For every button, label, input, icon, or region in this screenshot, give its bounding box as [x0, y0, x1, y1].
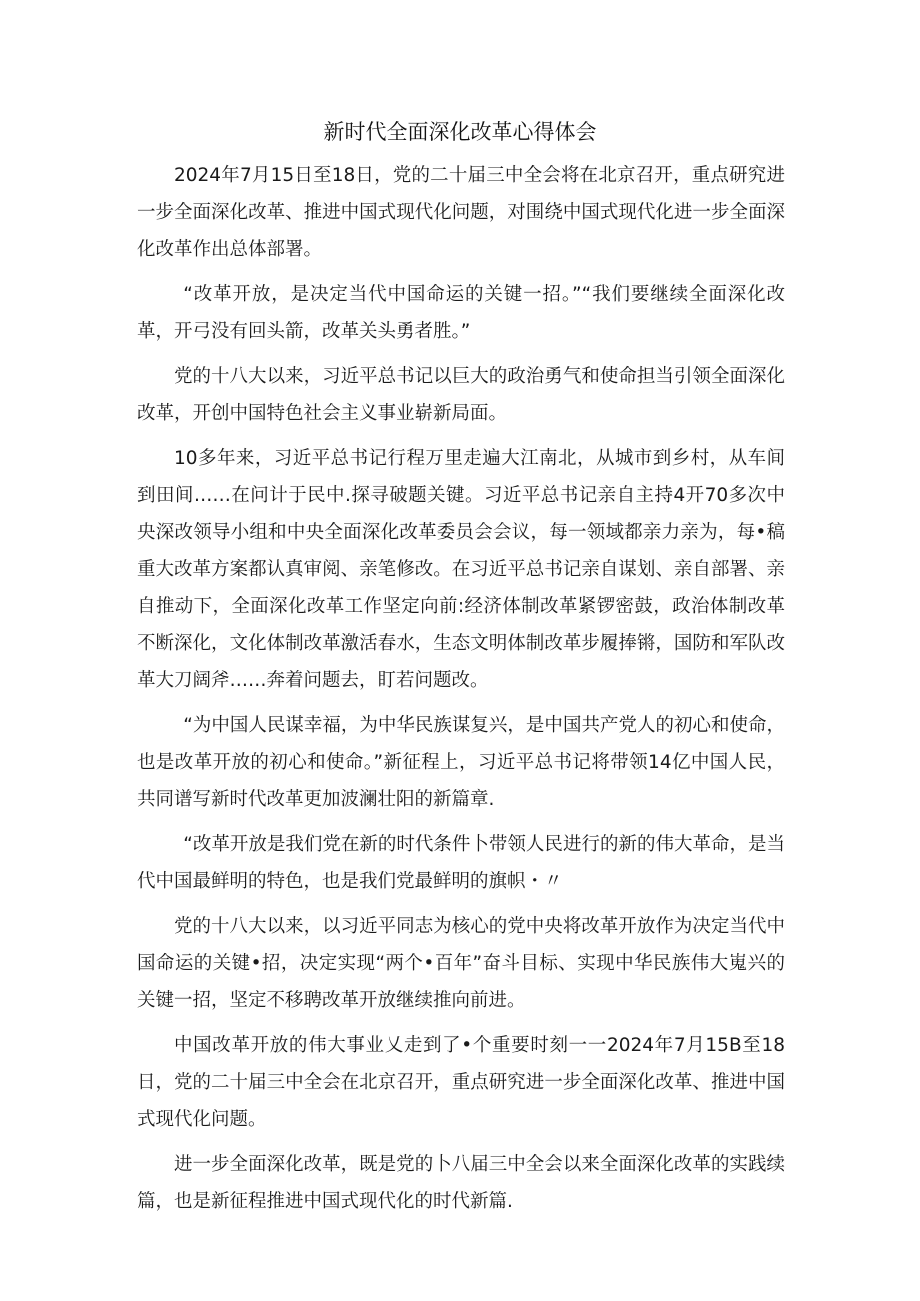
document-body [137, 157, 785, 1228]
paragraph-7: 党的十八大以来，以习近平同志为核心的党中央将改革开放作为决定当代中国命运的关键•招，决定实现“两个•百年”奋斗目标、实现中华民族伟大嵬兴的关键一招，坚定不移聘改革开放继续推向前进。 [137, 916, 785, 1011]
paragraph-6: “改革开放是我们党在新的时代条件卜带领人民进行的新的伟大革命，是当代中国最鲜明的特色，也是我们党最鲜明的旗帜・〃 [137, 834, 785, 892]
paragraph-4: 10多年来，习近平总书记行程万里走遍大江南北，从城市到乡村，从车间到田间……在问计于民中.探寻破题关键。习近平总书记亲自主持4开70多次中央深改领导小组和中央全面深化改革委员会会议，每一领域都亲力亲为，每•稿重大改革方案都认真审阅、亲笔修改。在习近平总书记亲自谋划、亲自部署、亲自推动下，全面深化改革工作坚定向前:经济体制改革紧锣密鼓，政治体制改革不断深化，文化体制改革激活春水，生态文明体制改革步履捧锵，国防和军队改革大刀阔斧……奔着问题去，盯若问题改。 [137, 448, 785, 691]
document-title: 新时代全面深化改革心得体会 [323, 120, 597, 144]
paragraph-5: “为中国人民谋幸福，为中华民族谋复兴，是中国共产党人的初心和使命，也是改革开放的初心和使命。”新征程上，习近平总书记将带领14亿中国人民，共同谱写新时代改革更加波澜壮阳的新篇章. [137, 715, 785, 810]
paragraph-8: 中国改革开放的伟大事业乂走到了•个重要时刻一一2024年7月15B至18日，党的二十届三中全会在北京召开，重点研究进一步全面深化改革、推进中国式现代化问题。 [137, 1035, 785, 1130]
paragraph-9: 进一步全面深化改革，既是党的卜八届三中全会以来全面深化改革的实践续篇，也是新征程推进中国式现代化的时代新篇. [137, 1154, 785, 1212]
paragraph-2: “改革开放，是决定当代中国命运的关键一招。”“我们要继续全面深化改革，开弓没有回头箭，改革关头勇者胜。” [137, 284, 785, 342]
paragraph-1: 2024年7月15日至18日，党的二十届三中全会将在北京召开，重点研究进一步全面深化改革、推进中国式现代化问题，对围绕中国式现代化进一步全面深化改革作出总体部署。 [137, 165, 785, 260]
paragraph-3: 党的十八大以来，习近平总书记以巨大的政治勇气和使命担当引领全面深化改革，开创中国特色社会主义事业崭新局面。 [137, 366, 785, 424]
